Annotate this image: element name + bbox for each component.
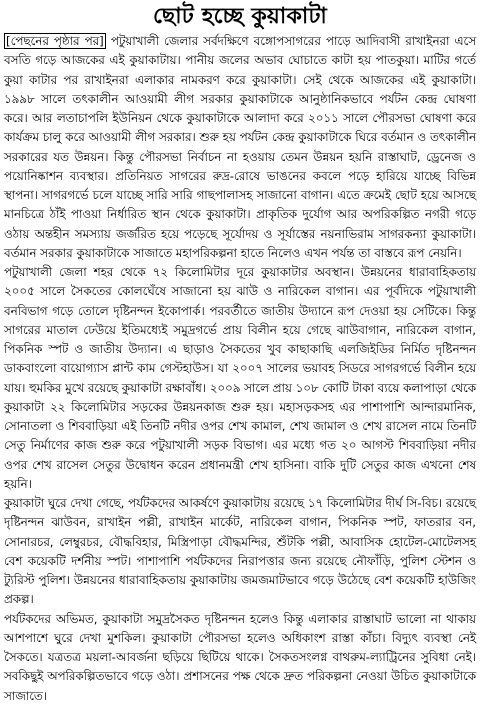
article-paragraph-1 (4, 32, 476, 263)
article-body (4, 32, 476, 706)
newspaper-clipping (0, 2, 480, 710)
article-paragraph-2: পটুয়াখালী জেলা শহর থেকে ৭২ কিলোমিটার দূরে কুয়াকাটার অবস্থান। উন্নয়নের ধারাবাহিকতায় ২০০৫ সালে সৈকতের কোলঘেঁষে সাজানো হয় ঝাউ ও নারিকেল বাগান। এর পূর্বদিকে পটুয়াখালী বনবিভাগ গড়ে তোলে দৃষ্টিনন্দন ইকোপার্ক। পরবর্তীতে জাতীয় উদ্যানে রূপ দেওয়া হয় সেটিকে। কিন্তু সাগরের মাতাল ঢেউয়ে ইতিমধ্যেই সমুদ্রগর্ভে প্রায় বিলীন হয়ে গেছে ঝাউবাগান, নারিকেল বাগান, পিকনিক স্পট ও জাতীয় উদ্যান। এ ছাড়াও সৈকতের খুব কাছাকাছি এলজিইডির নির্মিত দৃষ্টিনন্দন ডাকবাংলো বায়োগ্যাস প্লান্ট কাম গেস্টহাউস। যা ২০০৭ সালের ভয়াবহ সিডরে সাগরগর্ভে বিলীন হয়ে যায়। হুমকির মুখে রয়েছে কুয়াকাটা রক্ষাবাঁধ। ২০০৯ সালে প্রায় ১০৮ কোটি টাকা ব্যয়ে কলাপাড়া থেকে কুয়াকাটা ২২ কিলোমিটার সড়কের উন্নয়নকাজ শুরু হয়। মহাসড়কসহ এর পাশাপাশি আন্দারমানিক, সোনাতলা ও শিববাড়িয়া এই তিনটি নদীর ওপর শেখ কামাল, শেখ জামাল ও শেখ রাসেল নামে তিনটি সেতু নির্মাণের কাজ শুরু করে পটুয়াখালী সড়ক বিভাগ। এর মধ্যে গত ২০ আগস্ট শিববাড়িয়া নদীর ওপর শেখ রাসেল সেতুর উদ্বোধন করেন প্রধানমন্ত্রী শেখ হাসিনা। বাকি দুটি সেতুর কাজ এখনো শেষ হয়নি। (4, 265, 476, 491)
paragraph-text: পটুয়াখালী জেলার সর্বদক্ষিণে বঙ্গোপসাগরের পাড়ে আদিবাসী রাখাইনরা এসে বসতি গড়ে আজকের এই কুয়াকাটায়। পানীয় জলের অভাব ঘোচাতে কাটা হয় পাতকুয়া। মাটির গর্তে কুয়া কাটার পর রাখাইনরা এলাকার নামকরণ করে কুয়াকাটা। সেই থেকে আজকের এই কুয়াকাটা। ১৯৯৮ সালে তৎকালীন আওয়ামী লীগ সরকার কুয়াকাটাকে আনুষ্ঠানিকভাবে পর্যটন কেন্দ্র ঘোষণা করে। আর লতাচাপলি ইউনিয়ন থেকে কুয়াকাটাকে আলাদা করে ২০১১ সালে পৌরসভা ঘোষণা করে কার্যক্রম চালু করে আওয়ামী লীগ সরকার। শুরু হয় পর্যটন কেন্দ্র কুয়াকাটাকে ঘিরে বর্তমান ও তৎকালীন সরকারের যত উন্নয়ন। কিন্তু পৌরসভা নির্বাচন না হওয়ায় তেমন উন্নয়ন হয়নি রাস্তাঘাট, ড্রেনেজ ও পয়োনিষ্কাশন ব্যবস্থার। প্রতিনিয়ত সাগরের রুদ্র-রোষে ভাঙনের কবলে পড়ে হারিয়ে যাচ্ছে বিভিন্ন স্থাপনা। সাগরগর্ভে চলে যাচ্ছে সারি সারি গাছপালাসহ সাজানো বাগান। এতে ক্রমেই ছোট হয়ে আসছে মানচিত্রে ঠাঁই পাওয়া নির্ধারিত স্থান থেকে কুয়াকাটা। প্রাকৃতিক দুর্যোগ আর অপরিকল্পিত নগরী গড়ে ওঠায় অন্তহীন সমস্যায় জর্জরিত হয়ে পড়েছে সূর্যোদয় ও সূর্যাস্তের নয়নাভিরাম সাগরকন্যা কুয়াকাটা। বর্তমান সরকার কুয়াকাটাকে সাজাতে মহাপরিকল্পনা হাতে নিলেও এখন পর্যন্ত তা বাস্তবে রূপ নেয়নি। (4, 34, 476, 260)
continued-from-label: [পেছনের পৃষ্ঠার পর] (6, 34, 104, 48)
article-paragraph-4: পর্যটকদের অভিমত, কুয়াকাটা সমুদ্রসৈকত দৃষ্টিনন্দন হলেও কিন্তু এলাকার রাস্তাঘাট ভালো না থাকায় আশপাশে ঘুরে দেখা মুশকিল। কুয়াকাটা পৌরসভা হলেও অধিকাংশ রাস্তা কাঁচা। বিদ্যুৎ ব্যবস্থা নেই সৈকতে। যত্রতত্র ময়লা-আবর্জনা ছড়িয়ে ছিটিয়ে থাকে। সৈকতসংলগ্ন বাথরুম-ল্যাট্রিনের সুবিধা নেই। সবকিছুই অপরিকল্পিতভাবে গড়ে ওঠা। প্রশাসনের পক্ষ থেকে দ্রুত পরিকল্পনা নেওয়া উচিত কুয়াকাটাকে সাজাতে। (4, 611, 476, 703)
article-paragraph-3: কুয়াকাটা ঘুরে দেখা গেছে, পর্যটকদের আকর্ষণে কুয়াকাটায় রয়েছে ১৭ কিলোমিটার দীর্ঘ সি-বিচ। রয়েছে দৃষ্টিনন্দন ঝাউবন, রাখাইন পল্লী, রাখাইন মার্কেট, নারিকেল বাগান, পিকনিক স্পট, ফাতরার বন, সোনারচর, লেম্বুরচর, বৌদ্ধবিহার, মিস্ত্রিপাড়া বৌদ্ধমন্দির, শুঁটকি পল্লী, আবাসিক হোটেল-মোটেলসহ বেশ কয়েকটি দর্শনীয় স্পট। পাশাপাশি পর্যটকদের নিরাপত্তার জন্য রয়েছে নৌফাঁড়ি, পুলিশ স্টেশন ও ট্যুরিস্ট পুলিশ। উন্নয়নের ধারাবাহিকতায় কুয়াকাটায় জমজমাটভাবে গড়ে উঠেছে বেশ কয়েকটি হাউজিং প্রকল্প। (4, 496, 476, 607)
article-headline: ছোট হচ্ছে কুয়াকাটা (152, 4, 328, 29)
